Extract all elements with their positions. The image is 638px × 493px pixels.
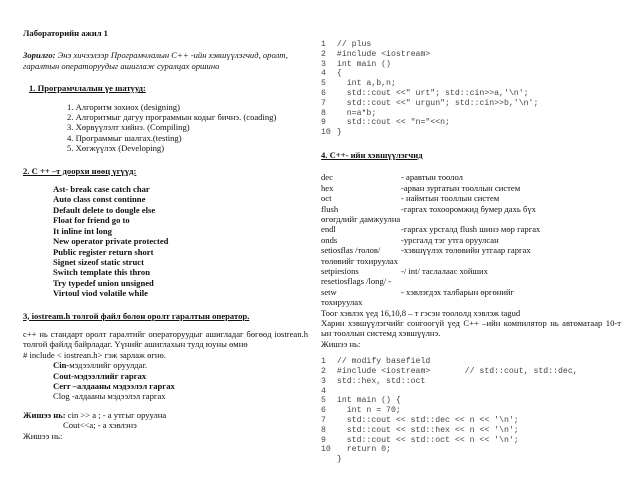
keywords-list bbox=[23, 184, 308, 298]
code-text: } bbox=[336, 455, 342, 465]
code-line bbox=[321, 79, 621, 89]
code-line bbox=[321, 416, 621, 426]
line-number: 7 bbox=[321, 416, 326, 426]
line-number: 8 bbox=[321, 108, 326, 118]
manipulators-table-4 bbox=[321, 287, 621, 297]
step-item: 4. Программыг шалгах.(testing) bbox=[67, 132, 182, 143]
line-number: 2 bbox=[321, 49, 326, 59]
table-row: flush -гаргах тохооромжид бумер дахь бүх bbox=[321, 203, 536, 214]
code-text: // modify basefield bbox=[336, 357, 431, 367]
code-line bbox=[321, 99, 621, 109]
io-item: Cout-мэдээллийг гаргах bbox=[53, 370, 147, 381]
code-text: n=a*b; bbox=[336, 108, 377, 118]
step-item: 2. Алгоритмыг дагуу программын кодыг бичнэ. (coading) bbox=[67, 112, 277, 123]
code-line bbox=[321, 436, 621, 446]
keyword-line: Auto class const continne bbox=[53, 194, 146, 205]
code-line bbox=[321, 109, 621, 119]
manipulators-table-2 bbox=[321, 224, 621, 255]
include-line: # include < iostrean.h> гэж зарлаж өгнө. bbox=[23, 349, 166, 360]
document-title: Лабораторийн ажил 1 bbox=[23, 28, 108, 38]
step-item: 3. Хөрвүүлэлт хийнэ. (Compiling) bbox=[67, 122, 190, 133]
code-line bbox=[321, 40, 621, 50]
setw-continuation: тохируулах bbox=[321, 297, 363, 308]
code-line bbox=[321, 367, 621, 377]
section1-heading: 1. Програмчлалын үе шатууд: bbox=[29, 83, 146, 94]
section4-para1: Тоог хэвлэх үед 16,10,8 – т гэсэн тоололд хэвлэж tagud bbox=[321, 307, 521, 318]
resetios-line: resetiosflags /long/ - bbox=[321, 276, 392, 287]
io-item: Cin-мэдээллийг оруулдаг. bbox=[53, 360, 148, 371]
code-text: std::cout <<" urt"; std::cin>>a,'\n'; bbox=[336, 88, 529, 98]
objective-text: Энэ хичээлээр Програмчлалын С++ -ийн хэвшүүлэгчид, оролт, гаралтын операторуудыг ашиглаж суралцах оршино bbox=[23, 50, 288, 71]
example2-label: Жишээ нь: bbox=[23, 430, 63, 441]
table-row: hex -арван зургатын тооллын систем bbox=[321, 182, 521, 193]
line-number: 8 bbox=[321, 425, 326, 435]
keyword-line: It inline int long bbox=[53, 225, 112, 236]
code-text: } bbox=[336, 128, 342, 138]
table-row: setpiesions -/ int/ таслалаас хойших bbox=[321, 266, 488, 277]
left-column bbox=[23, 28, 308, 441]
step-item: 5. Хөгжүүлэх (Developing) bbox=[67, 143, 165, 154]
code-text: std::cout << std::dec << n << '\n'; bbox=[336, 416, 519, 426]
line-number: 10 bbox=[321, 128, 331, 138]
code-line bbox=[321, 89, 621, 99]
keyword-line: Switch template this thron bbox=[53, 267, 150, 278]
code-text: int main () bbox=[336, 59, 391, 69]
code-line bbox=[321, 357, 621, 367]
code-text: // plus bbox=[336, 40, 372, 49]
code-text: return 0; bbox=[336, 445, 391, 455]
table-row: dec - аравтын тоолол bbox=[321, 172, 463, 183]
code-line bbox=[321, 128, 621, 138]
section4-para3: Жишээ нь: bbox=[321, 338, 361, 349]
objective-label: Зорилго: bbox=[23, 50, 56, 61]
example1-cout: Cout<<a; - а хэвлэнэ bbox=[63, 420, 137, 431]
line-number: 5 bbox=[321, 396, 326, 406]
line-number: 3 bbox=[321, 59, 326, 69]
code-line bbox=[321, 50, 621, 60]
manipulators-table bbox=[321, 172, 621, 214]
code-text: int a,b,n; bbox=[336, 79, 396, 89]
io-operators-list bbox=[23, 360, 308, 402]
code-block-1 bbox=[321, 40, 621, 138]
table-row: setw - хэвлэгдэх талбарын өргөнийг bbox=[321, 286, 515, 297]
code-line bbox=[321, 118, 621, 128]
step-item: 1. Алгоритм зохиох (designing) bbox=[67, 101, 180, 112]
code-text: std::hex, std::oct bbox=[336, 376, 426, 386]
section3-heading: 3, iostream.h толгой файл болон оролт гаралтын оператор. bbox=[23, 310, 250, 321]
code-line bbox=[321, 455, 621, 465]
line-number: 10 bbox=[321, 445, 331, 455]
manipulators-table-3 bbox=[321, 266, 621, 276]
keyword-line: New operator private protected bbox=[53, 236, 169, 247]
example1: Жишээ нь: cin >> a ; - a утгыг оруулна bbox=[23, 409, 167, 420]
io-item: Clog -алдааны мэдээлэл гаргах bbox=[53, 391, 166, 402]
code-text: #include <iostream> bbox=[336, 49, 431, 59]
code-text: std::cout <<" urgun"; std::cin>>b,'\n'; bbox=[336, 98, 539, 108]
table-row: setiosflas /толов/ -хэвшүүлэх төлөвийн утгаар гаргах bbox=[321, 245, 531, 256]
table-row: endl -гаргах урсгалд flush шинэ мөр гаргах bbox=[321, 224, 541, 235]
line-number: 9 bbox=[321, 118, 326, 128]
line-number: 2 bbox=[321, 367, 326, 377]
code-line bbox=[321, 396, 621, 406]
flush-continuation: өгөгдлийг дамжуулна bbox=[321, 214, 401, 224]
code-line bbox=[321, 406, 621, 416]
steps-list bbox=[23, 102, 308, 154]
line-number: 6 bbox=[321, 406, 326, 416]
line-number: 4 bbox=[321, 386, 326, 396]
keyword-line: Try typedef union unsigned bbox=[53, 277, 154, 288]
code-text: std::cout << std::hex << n << '\n'; bbox=[336, 425, 519, 435]
code-line bbox=[321, 426, 621, 436]
code-line bbox=[321, 377, 621, 387]
keyword-line: Default delete to dougle else bbox=[53, 204, 156, 215]
keyword-line: Float for friend go to bbox=[53, 215, 130, 226]
keyword-line: Public register return short bbox=[53, 246, 154, 257]
section2-heading: 2. С ++ –т доорхи нөөц үгүүд: bbox=[23, 165, 137, 176]
code-line bbox=[321, 60, 621, 70]
keyword-line: Ast- break case catch char bbox=[53, 184, 150, 195]
right-column bbox=[321, 40, 621, 465]
code-block-2 bbox=[321, 357, 621, 465]
code-text: std::cout << std::oct << n << '\n'; bbox=[336, 435, 519, 445]
code-line bbox=[321, 387, 621, 397]
section4-para2: Харин хэвшүүлэгчийг сонгоогүй үед С++ –ийн компилятор нь автоматаар 10-т ын тооллын системд хэвшүүлнэ. bbox=[321, 318, 621, 339]
table-row: oct - наймтын тооллын систем bbox=[321, 193, 500, 204]
code-text: #include <iostream> // std::cout, std::dec, bbox=[336, 367, 578, 377]
line-number: 1 bbox=[321, 40, 326, 49]
line-number: 7 bbox=[321, 98, 326, 108]
code-text: int n = 70; bbox=[336, 406, 401, 416]
line-number: 4 bbox=[321, 69, 326, 79]
line-number: 5 bbox=[321, 79, 326, 89]
line-number: 3 bbox=[321, 376, 326, 386]
code-text: int main () { bbox=[336, 396, 401, 406]
code-line bbox=[321, 69, 621, 79]
line-number: 6 bbox=[321, 88, 326, 98]
keyword-line: Signet sizeof static struct bbox=[53, 256, 144, 267]
keyword-line: Virtoul viod volatile while bbox=[53, 288, 148, 299]
code-text: { bbox=[336, 69, 342, 79]
table-row: onds -урсгалд тэг утга оруулсан bbox=[321, 234, 499, 245]
line-number: 9 bbox=[321, 435, 326, 445]
setios-continuation: төлөвийг тохируулах bbox=[321, 255, 398, 266]
code-line bbox=[321, 445, 621, 455]
objective bbox=[23, 50, 308, 71]
section4-heading: 4. С++- ийн хэвшүүлэгчид bbox=[321, 149, 423, 160]
section3-paragraph: c++ нь стандарт оролт гаралтийг операторуудыг ашигладаг бөгөөд iostrean.h толгой файлд байрладаг. Үүнийг ашиглахын тулд юуны өмнө bbox=[23, 328, 308, 350]
io-item: Cerr –алдааны мэдээлэл гаргах bbox=[53, 380, 175, 391]
line-number: 1 bbox=[321, 357, 326, 367]
code-text: std::cout << "n="<<n; bbox=[336, 118, 450, 128]
